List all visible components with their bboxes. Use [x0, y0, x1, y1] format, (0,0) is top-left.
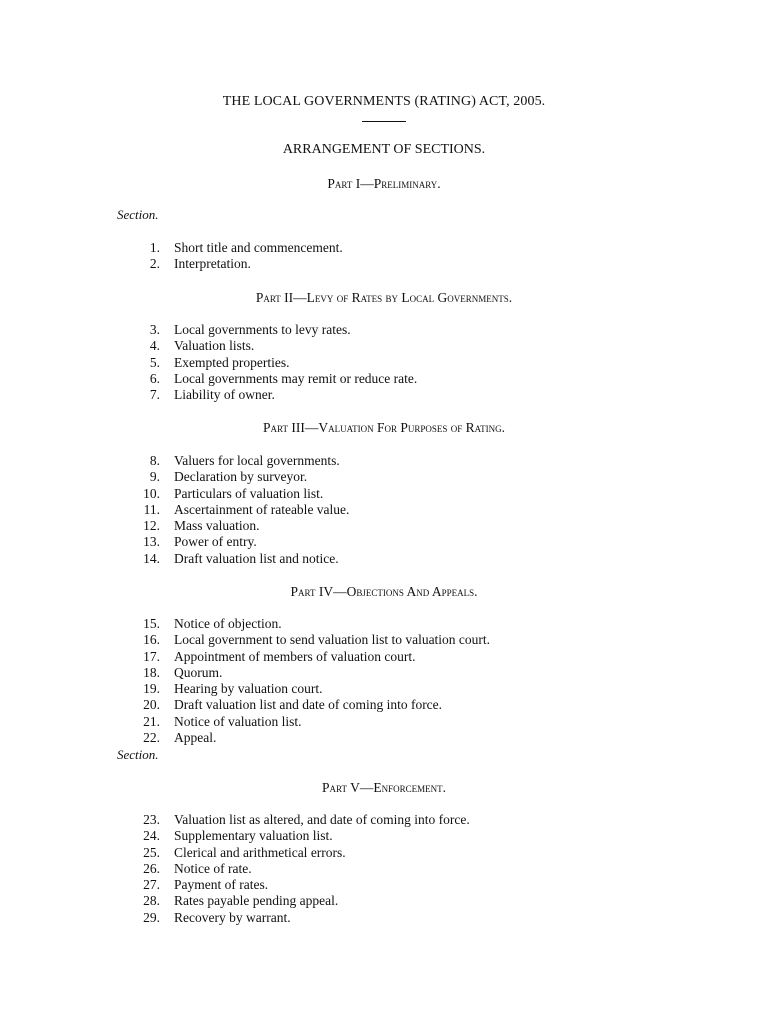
section-title: Exempted properties. [174, 354, 290, 370]
section-entry [0, 486, 768, 502]
section-entry [0, 616, 768, 632]
section-entry [0, 551, 768, 567]
section-title: Rates payable pending appeal. [174, 893, 339, 909]
section-title: Local governments may remit or reduce rate. [174, 370, 418, 386]
section-number: 12. [143, 518, 160, 534]
section-entry [0, 910, 768, 926]
section-title: Clerical and arithmetical errors. [174, 844, 346, 860]
part-2-sections [0, 322, 768, 403]
section-title: Valuers for local governments. [174, 453, 340, 468]
section-number: 18. [143, 664, 160, 680]
section-column-label-continued: Section. [117, 747, 159, 762]
section-number: 27. [143, 877, 160, 893]
part-4-heading: Part IV—Objections And Appeals. [290, 584, 478, 599]
section-title: Interpretation. [174, 256, 251, 272]
section-entry [0, 338, 768, 354]
section-number: 29. [143, 909, 160, 925]
section-entry [0, 256, 768, 272]
section-number: 6. [149, 370, 160, 386]
section-number: 22. [143, 730, 160, 746]
section-entry [0, 453, 768, 469]
section-number: 2. [149, 256, 160, 272]
section-title: Hearing by valuation court. [174, 681, 323, 697]
section-number: 20. [143, 697, 160, 713]
section-title: Liability of owner. [174, 387, 275, 403]
section-entry [0, 893, 768, 909]
section-number: 1. [149, 240, 160, 255]
section-entry [0, 730, 768, 746]
section-title: Local governments to levy rates. [174, 322, 351, 337]
section-entry [0, 534, 768, 550]
section-title: Valuation lists. [174, 338, 255, 354]
section-number: 23. [143, 812, 160, 827]
section-entry [0, 861, 768, 877]
section-entry [0, 697, 768, 713]
section-number: 10. [143, 485, 160, 501]
section-title: Notice of objection. [174, 616, 282, 631]
title-rule [362, 121, 406, 122]
section-entry [0, 665, 768, 681]
section-entry [0, 322, 768, 338]
section-title: Appointment of members of valuation court. [174, 648, 416, 664]
section-title: Power of entry. [174, 534, 257, 550]
part-5-sections [0, 812, 768, 926]
section-title: Quorum. [174, 664, 223, 680]
section-entry [0, 812, 768, 828]
section-entry [0, 355, 768, 371]
section-title: Declaration by surveyor. [174, 469, 308, 485]
section-title: Supplementary valuation list. [174, 828, 333, 844]
section-title: Notice of valuation list. [174, 713, 302, 729]
section-title: Ascertainment of rateable value. [174, 501, 350, 517]
section-entry [0, 387, 768, 403]
section-entry [0, 632, 768, 648]
section-number: 8. [149, 453, 160, 468]
section-number: 5. [149, 354, 160, 370]
section-entry [0, 502, 768, 518]
section-number: 15. [143, 616, 160, 631]
section-title: Mass valuation. [174, 518, 260, 534]
section-title: Appeal. [174, 730, 217, 746]
section-number: 11. [143, 501, 160, 517]
section-title: Short title and commencement. [174, 240, 343, 255]
section-entry [0, 845, 768, 861]
section-number: 16. [143, 632, 160, 648]
section-title: Draft valuation list and date of coming into force. [174, 697, 443, 713]
section-number: 13. [143, 534, 160, 550]
section-title: Local government to send valuation list to valuation court. [174, 632, 491, 648]
act-title: THE LOCAL GOVERNMENTS (RATING) ACT, 2005. [222, 94, 546, 109]
section-entry [0, 714, 768, 730]
section-entry [0, 469, 768, 485]
section-entry [0, 649, 768, 665]
section-entry [0, 240, 768, 256]
section-number: 17. [143, 648, 160, 664]
section-number: 25. [143, 844, 160, 860]
section-column-label: Section. [117, 207, 159, 222]
section-title: Particulars of valuation list. [174, 485, 324, 501]
section-entry [0, 877, 768, 893]
section-number: 3. [149, 322, 160, 337]
part-5-heading: Part V—Enforcement. [322, 780, 446, 795]
section-title: Draft valuation list and notice. [174, 550, 339, 566]
section-title: Recovery by warrant. [174, 909, 291, 925]
section-entry [0, 828, 768, 844]
section-title: Notice of rate. [174, 860, 252, 876]
section-entry [0, 518, 768, 534]
section-number: 28. [143, 893, 160, 909]
section-entry [0, 681, 768, 697]
section-title: Payment of rates. [174, 877, 269, 893]
section-number: 14. [143, 550, 160, 566]
part-1-sections [0, 240, 768, 273]
section-number: 19. [143, 681, 160, 697]
section-number: 24. [143, 828, 160, 844]
section-number: 21. [143, 713, 160, 729]
arrangement-heading: ARRANGEMENT OF SECTIONS. [282, 142, 486, 157]
part-3-heading: Part III—Valuation For Purposes of Rating. [263, 420, 505, 435]
section-entry [0, 371, 768, 387]
section-number: 7. [149, 387, 160, 403]
part-3-sections [0, 453, 768, 567]
part-4-sections [0, 616, 768, 746]
section-number: 9. [149, 469, 160, 485]
section-title: Valuation list as altered, and date of coming into force. [174, 812, 470, 827]
section-number: 26. [143, 860, 160, 876]
part-1-heading: Part I—Preliminary. [327, 176, 441, 191]
part-2-heading: Part II—Levy of Rates by Local Governments. [255, 290, 513, 305]
section-number: 4. [149, 338, 160, 354]
